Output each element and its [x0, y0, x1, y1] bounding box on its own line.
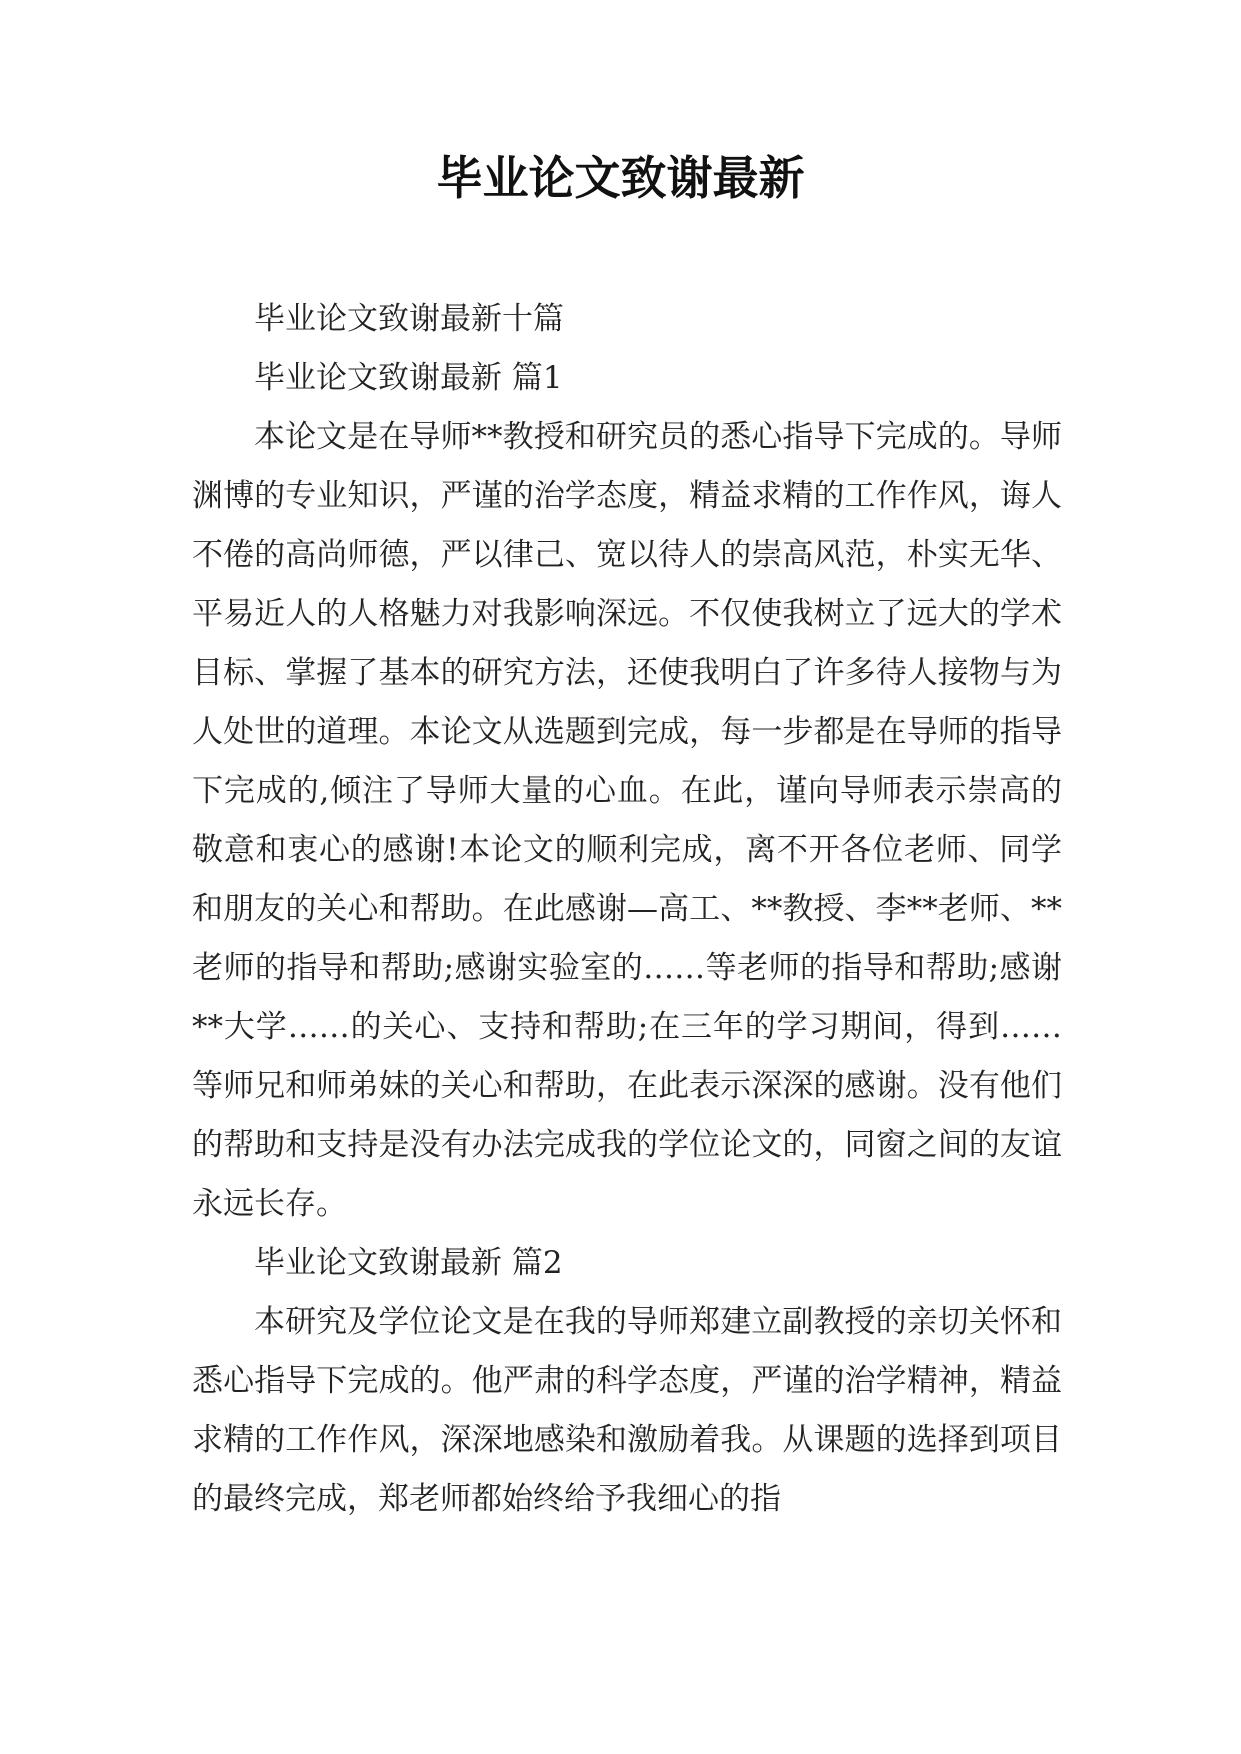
subtitle-paragraph: 毕业论文致谢最新十篇: [254, 301, 564, 337]
section-heading-1: 毕业论文致谢最新 篇1: [254, 360, 563, 396]
document-body: [192, 290, 1062, 1529]
document-title: 毕业论文致谢最新: [436, 151, 805, 205]
section-heading-2: 毕业论文致谢最新 篇2: [254, 1245, 563, 1281]
body-paragraph-1: 本论文是在导师**教授和研究员的悉心指导下完成的。导师渊博的专业知识，严谨的治学态度，精益求精的工作作风，诲人不倦的高尚师德，严以律己、宽以待人的崇高风范，朴实无华、平易近人的人格魅力对我影响深远。不仅使我树立了远大的学术目标、掌握了基本的研究方法，还使我明白了许多待人接物与为人处世的道理。本论文从选题到完成，每一步都是在导师的指导下完成的,倾注了导师大量的心血。在此，谨向导师表示崇高的敬意和衷心的感谢!本论文的顺利完成，离不开各位老师、同学和朋友的关心和帮助。在此感谢—高工、**教授、李**老师、**老师的指导和帮助;感谢实验室的……等老师的指导和帮助;感谢**大学……的关心、支持和帮助;在三年的学习期间，得到……等师兄和师弟妹的关心和帮助，在此表示深深的感谢。没有他们的帮助和支持是没有办法完成我的学位论文的，同窗之间的友谊永远长存。: [192, 419, 1062, 1222]
body-paragraph-2: 本研究及学位论文是在我的导师郑建立副教授的亲切关怀和悉心指导下完成的。他严肃的科学态度，严谨的治学精神，精益求精的工作作风，深深地感染和激励着我。从课题的选择到项目的最终完成，郑老师都始终给予我细心的指: [192, 1304, 1062, 1517]
